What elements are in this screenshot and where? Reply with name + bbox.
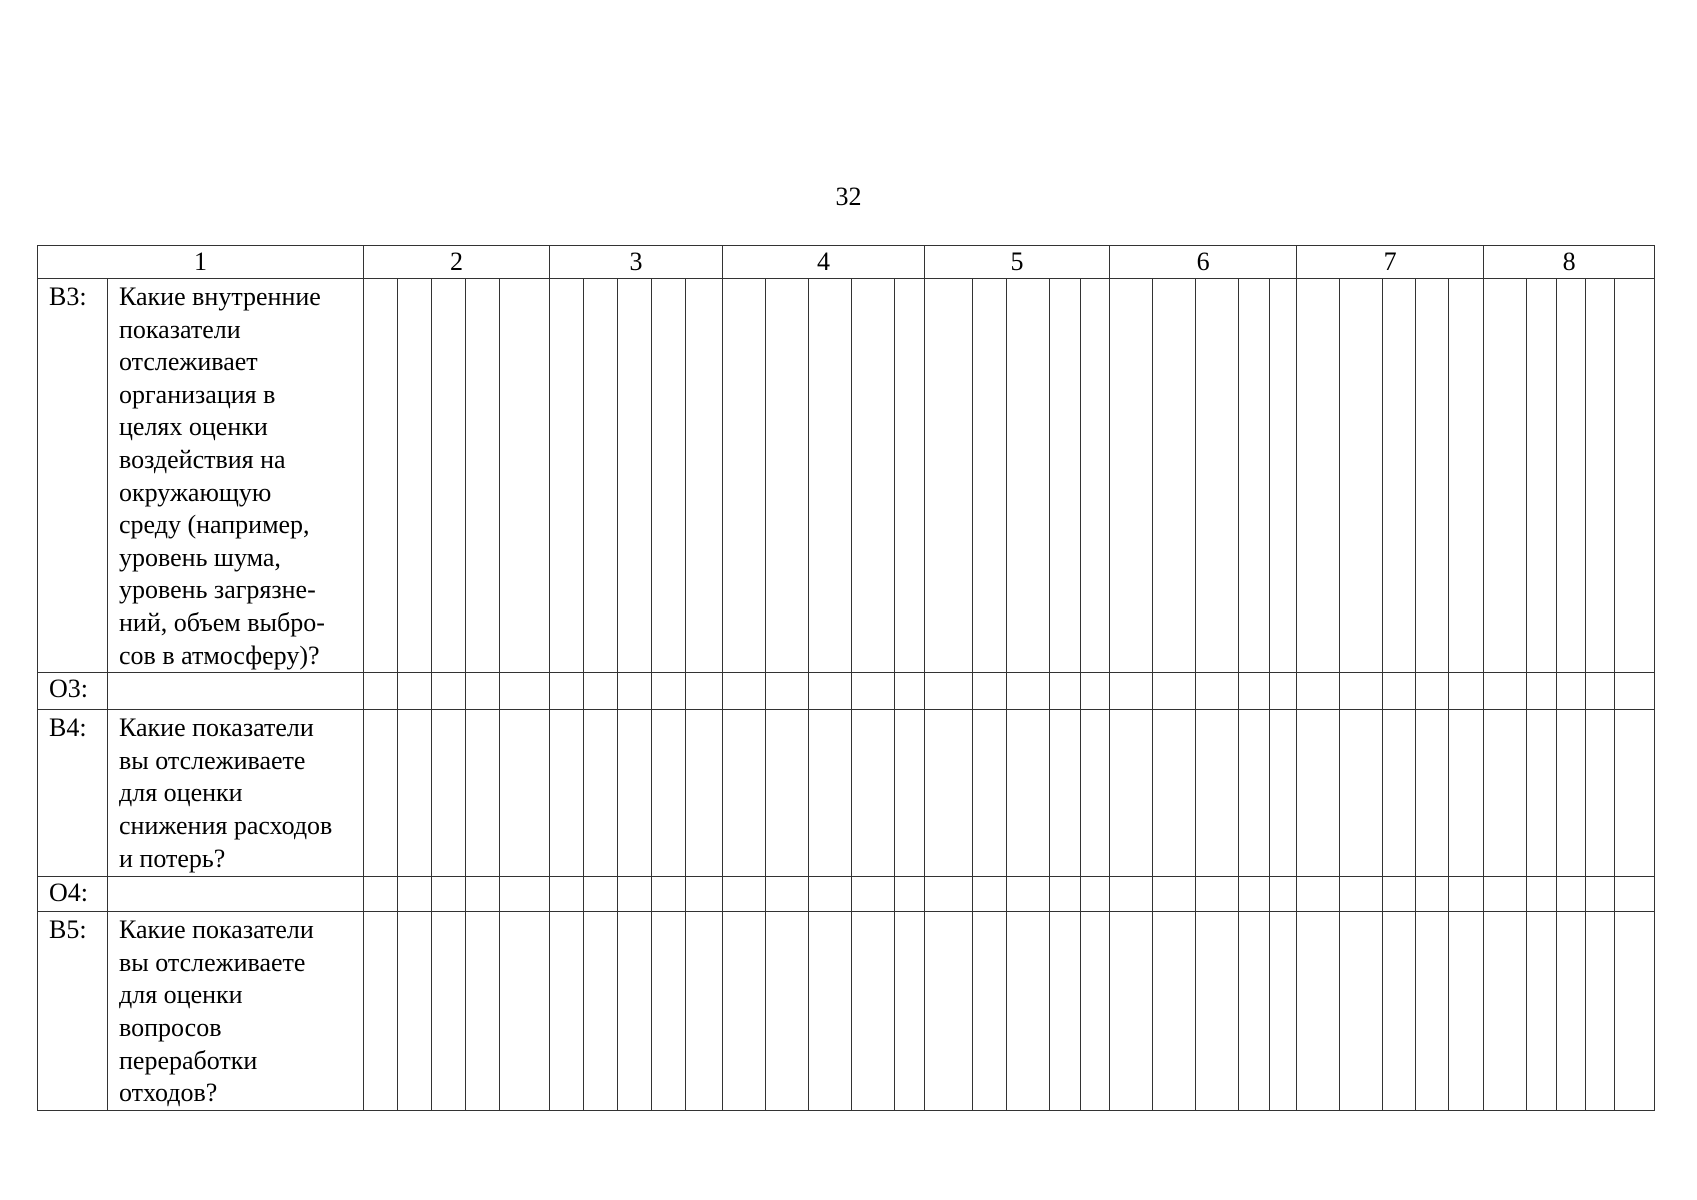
empty-cell [1007, 673, 1050, 710]
empty-cell [1153, 877, 1196, 912]
empty-cell [1340, 877, 1383, 912]
empty-cell [686, 877, 723, 912]
empty-cell [1007, 912, 1050, 1111]
empty-cell [1239, 877, 1270, 912]
empty-cell [1270, 877, 1297, 912]
empty-cell [1297, 673, 1340, 710]
empty-cell [766, 912, 809, 1111]
empty-cell [1050, 877, 1081, 912]
empty-cell [766, 710, 809, 877]
empty-cell [1050, 279, 1081, 673]
empty-cell [550, 877, 584, 912]
empty-cell [1383, 710, 1416, 877]
empty-cell [1081, 912, 1110, 1111]
empty-cell [500, 710, 550, 877]
empty-cell [1527, 710, 1557, 877]
empty-cell [652, 710, 686, 877]
empty-cell [618, 710, 652, 877]
empty-cell [1196, 877, 1239, 912]
empty-cell [1449, 877, 1484, 912]
empty-cell [1196, 710, 1239, 877]
empty-cell [686, 279, 723, 673]
empty-cell [364, 912, 398, 1111]
question-line: отходов? [119, 1078, 218, 1108]
empty-cell [723, 710, 766, 877]
row-code: В3: [38, 279, 108, 673]
empty-cell [1615, 673, 1655, 710]
empty-cell [550, 279, 584, 673]
empty-cell [1340, 673, 1383, 710]
empty-cell [432, 673, 466, 710]
empty-cell [686, 710, 723, 877]
empty-cell [809, 710, 852, 877]
empty-cell [1557, 710, 1586, 877]
table-row [38, 279, 1655, 673]
empty-cell [1586, 912, 1615, 1111]
empty-cell [432, 912, 466, 1111]
empty-cell [466, 279, 500, 673]
empty-cell [766, 279, 809, 673]
empty-cell [1615, 877, 1655, 912]
empty-cell [1416, 877, 1449, 912]
empty-cell [809, 279, 852, 673]
empty-cell [1153, 673, 1196, 710]
empty-cell [1527, 279, 1557, 673]
header-row [38, 246, 1655, 279]
empty-cell [1416, 912, 1449, 1111]
empty-cell [1297, 710, 1340, 877]
empty-cell [1527, 912, 1557, 1111]
empty-cell [466, 673, 500, 710]
empty-cell [1340, 710, 1383, 877]
empty-cell [1081, 877, 1110, 912]
question-line: и потерь? [119, 843, 226, 873]
empty-cell [1615, 279, 1655, 673]
empty-cell [1110, 279, 1153, 673]
empty-cell [550, 673, 584, 710]
table-row [38, 710, 1655, 877]
empty-cell [652, 673, 686, 710]
empty-cell [895, 912, 925, 1111]
empty-cell [1449, 710, 1484, 877]
empty-cell [852, 673, 895, 710]
row-code: О4: [38, 877, 108, 912]
empty-cell [973, 710, 1007, 877]
empty-cell [618, 673, 652, 710]
row-question [108, 710, 364, 877]
empty-cell [723, 877, 766, 912]
empty-cell [432, 877, 466, 912]
empty-cell [1239, 279, 1270, 673]
empty-cell [973, 673, 1007, 710]
empty-cell [1239, 673, 1270, 710]
empty-cell [1383, 877, 1416, 912]
empty-cell [398, 673, 432, 710]
empty-cell [398, 912, 432, 1111]
empty-cell [1110, 673, 1153, 710]
answer-cell [108, 673, 364, 710]
empty-cell [1081, 710, 1110, 877]
empty-cell [1196, 673, 1239, 710]
empty-cell [723, 673, 766, 710]
empty-cell [809, 673, 852, 710]
question-line: показатели [119, 314, 241, 344]
answer-cell [108, 877, 364, 912]
empty-cell [1383, 279, 1416, 673]
question-line: целях оценки [119, 412, 268, 442]
empty-cell [925, 710, 973, 877]
empty-cell [584, 877, 618, 912]
row-question [108, 912, 364, 1111]
question-line: уровень загрязне- [119, 575, 316, 605]
empty-cell [432, 710, 466, 877]
empty-cell [1081, 673, 1110, 710]
empty-cell [652, 279, 686, 673]
table-row [38, 877, 1655, 912]
row-code: В5: [38, 912, 108, 1111]
header-col-4: 4 [723, 246, 925, 279]
page-number: 32 [835, 182, 862, 211]
empty-cell [852, 877, 895, 912]
empty-cell [550, 912, 584, 1111]
question-line: вы отслеживаете [119, 745, 306, 775]
question-line: Какие внутренние [119, 282, 321, 311]
empty-cell [1239, 710, 1270, 877]
empty-cell [500, 673, 550, 710]
empty-cell [618, 279, 652, 673]
row-code: В4: [38, 710, 108, 877]
empty-cell [1586, 279, 1615, 673]
empty-cell [1484, 279, 1527, 673]
table-row [38, 673, 1655, 710]
empty-cell [686, 673, 723, 710]
empty-cell [584, 279, 618, 673]
empty-cell [925, 279, 973, 673]
row-code: О3: [38, 673, 108, 710]
empty-cell [925, 912, 973, 1111]
empty-cell [500, 877, 550, 912]
empty-cell [1557, 877, 1586, 912]
empty-cell [973, 877, 1007, 912]
empty-cell [1557, 279, 1586, 673]
empty-cell [1110, 877, 1153, 912]
header-col-7: 7 [1297, 246, 1484, 279]
empty-cell [1340, 279, 1383, 673]
empty-cell [1110, 710, 1153, 877]
empty-cell [584, 912, 618, 1111]
empty-cell [500, 912, 550, 1111]
assessment-table-wrapper [37, 245, 1655, 1111]
empty-cell [973, 912, 1007, 1111]
empty-cell [1449, 279, 1484, 673]
question-line: для оценки [119, 778, 243, 808]
empty-cell [1527, 877, 1557, 912]
empty-cell [1270, 710, 1297, 877]
empty-cell [1007, 279, 1050, 673]
empty-cell [723, 912, 766, 1111]
empty-cell [895, 877, 925, 912]
empty-cell [1586, 877, 1615, 912]
empty-cell [1297, 279, 1340, 673]
question-line: воздействия на [119, 444, 286, 474]
question-line: ний, объем выбро- [119, 607, 325, 637]
empty-cell [398, 279, 432, 673]
empty-cell [895, 673, 925, 710]
question-line: Какие показатели [119, 915, 314, 945]
empty-cell [973, 279, 1007, 673]
header-col-6: 6 [1110, 246, 1297, 279]
empty-cell [852, 710, 895, 877]
empty-cell [1557, 673, 1586, 710]
empty-cell [1081, 279, 1110, 673]
empty-cell [364, 710, 398, 877]
empty-cell [1196, 279, 1239, 673]
empty-cell [925, 877, 973, 912]
empty-cell [1153, 710, 1196, 877]
empty-cell [1340, 912, 1383, 1111]
empty-cell [584, 710, 618, 877]
empty-cell [809, 877, 852, 912]
empty-cell [1007, 710, 1050, 877]
header-col-1: 1 [38, 246, 364, 279]
empty-cell [895, 710, 925, 877]
header-col-8: 8 [1484, 246, 1655, 279]
assessment-table [37, 245, 1655, 1111]
row-question [108, 279, 364, 673]
empty-cell [1050, 710, 1081, 877]
table-row [38, 912, 1655, 1111]
empty-cell [618, 912, 652, 1111]
empty-cell [1297, 877, 1340, 912]
empty-cell [1449, 673, 1484, 710]
question-line: отслеживает [119, 347, 258, 377]
question-line: переработки [119, 1045, 258, 1075]
empty-cell [1050, 912, 1081, 1111]
empty-cell [766, 673, 809, 710]
empty-cell [1383, 912, 1416, 1111]
question-line: окружающую [119, 477, 272, 507]
empty-cell [852, 912, 895, 1111]
empty-cell [364, 877, 398, 912]
empty-cell [925, 673, 973, 710]
question-line: организация в [119, 379, 276, 409]
empty-cell [466, 877, 500, 912]
empty-cell [1153, 912, 1196, 1111]
empty-cell [432, 279, 466, 673]
header-col-3: 3 [550, 246, 723, 279]
empty-cell [652, 912, 686, 1111]
empty-cell [895, 279, 925, 673]
empty-cell [852, 279, 895, 673]
empty-cell [1527, 673, 1557, 710]
empty-cell [1484, 673, 1527, 710]
empty-cell [1270, 279, 1297, 673]
empty-cell [723, 279, 766, 673]
question-line: вопросов [119, 1012, 222, 1042]
question-line: снижения расходов [119, 810, 333, 840]
empty-cell [1416, 673, 1449, 710]
empty-cell [1383, 673, 1416, 710]
empty-cell [1557, 912, 1586, 1111]
empty-cell [364, 673, 398, 710]
empty-cell [1416, 710, 1449, 877]
empty-cell [1297, 912, 1340, 1111]
empty-cell [398, 710, 432, 877]
question-line: сов в атмосферу)? [119, 640, 320, 670]
empty-cell [1586, 673, 1615, 710]
empty-cell [1416, 279, 1449, 673]
question-line: среду (например, [119, 510, 310, 540]
empty-cell [652, 877, 686, 912]
empty-cell [1153, 279, 1196, 673]
empty-cell [550, 710, 584, 877]
question-line: вы отслеживаете [119, 947, 306, 977]
header-col-2: 2 [364, 246, 550, 279]
empty-cell [1586, 710, 1615, 877]
empty-cell [618, 877, 652, 912]
empty-cell [466, 710, 500, 877]
empty-cell [1270, 673, 1297, 710]
empty-cell [1484, 877, 1527, 912]
empty-cell [1239, 912, 1270, 1111]
question-line: Какие показатели [119, 713, 314, 743]
empty-cell [1484, 710, 1527, 877]
question-line: для оценки [119, 980, 243, 1010]
empty-cell [1615, 912, 1655, 1111]
empty-cell [1449, 912, 1484, 1111]
question-line: уровень шума, [119, 542, 281, 572]
empty-cell [1615, 710, 1655, 877]
empty-cell [766, 877, 809, 912]
empty-cell [1270, 912, 1297, 1111]
empty-cell [364, 279, 398, 673]
empty-cell [1050, 673, 1081, 710]
empty-cell [1007, 877, 1050, 912]
header-col-5: 5 [925, 246, 1110, 279]
empty-cell [584, 673, 618, 710]
empty-cell [398, 877, 432, 912]
empty-cell [1484, 912, 1527, 1111]
empty-cell [686, 912, 723, 1111]
empty-cell [500, 279, 550, 673]
empty-cell [466, 912, 500, 1111]
empty-cell [809, 912, 852, 1111]
empty-cell [1110, 912, 1153, 1111]
empty-cell [1196, 912, 1239, 1111]
